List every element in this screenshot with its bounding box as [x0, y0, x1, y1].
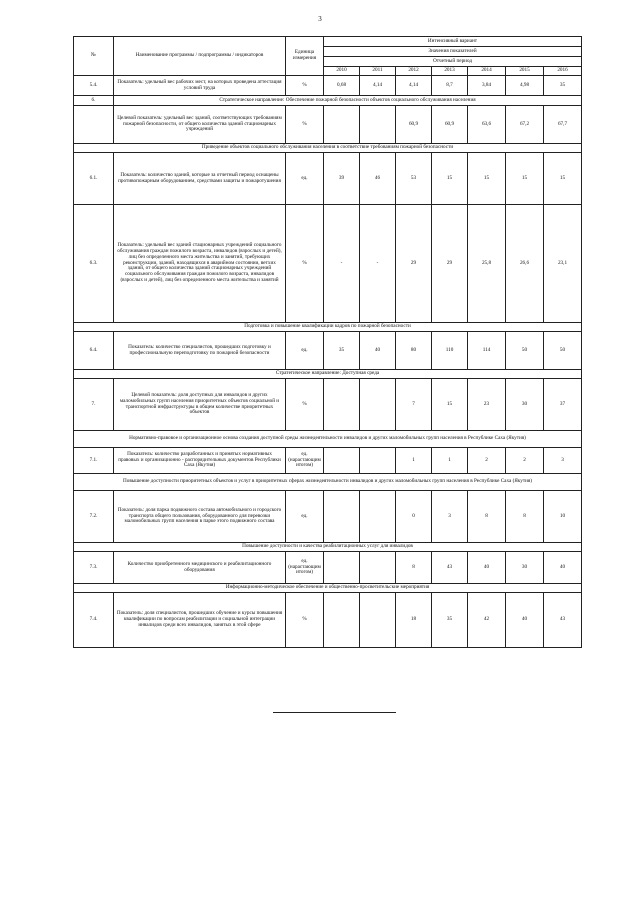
header-num: №: [74, 37, 114, 76]
value-cell: 0,68: [324, 76, 360, 96]
value-cell: 1: [432, 448, 468, 474]
indicator-name: Показатель: доля специалистов, прошедших обучение и курсы повышения квалификации по вопросам реабилитации и социальной интеграции инвалидов среди всех инвалидов, занятых в этой сфере: [114, 593, 286, 648]
value-cell: 15: [468, 153, 506, 205]
value-cell: 35: [544, 76, 582, 96]
section-row: [74, 144, 582, 153]
value-cell: 4,14: [360, 76, 396, 96]
unit-cell: %: [286, 76, 324, 96]
unit-cell: %: [286, 205, 324, 323]
header-year: 2013: [432, 67, 468, 76]
value-cell: [360, 491, 396, 543]
value-cell: 25,8: [468, 205, 506, 323]
value-cell: 0: [396, 491, 432, 543]
value-cell: 26,6: [506, 205, 544, 323]
value-cell: 80: [396, 332, 432, 370]
value-cell: 43: [544, 593, 582, 648]
header-year: 2012: [396, 67, 432, 76]
value-cell: 42: [468, 593, 506, 648]
value-cell: 67,2: [506, 106, 544, 144]
header-unit: Единица измерения: [286, 37, 324, 76]
row-number: 6.3.: [74, 205, 114, 323]
value-cell: 3: [544, 448, 582, 474]
value-cell: 35: [432, 593, 468, 648]
value-cell: 46: [360, 153, 396, 205]
value-cell: 40: [468, 552, 506, 584]
unit-cell: %: [286, 106, 324, 144]
section-row: [74, 543, 582, 552]
header-year: 2015: [506, 67, 544, 76]
value-cell: 15: [432, 379, 468, 431]
section-title: Приведение объектов социального обслуживания населения в соответствие требованиям пожарной безопасности: [74, 144, 582, 153]
value-cell: 23: [468, 379, 506, 431]
header-year: 2011: [360, 67, 396, 76]
value-cell: [324, 491, 360, 543]
row-number: 6.4.: [74, 332, 114, 370]
value-cell: 37: [544, 379, 582, 431]
table-row: [74, 106, 582, 144]
value-cell: 8: [506, 491, 544, 543]
indicator-name: Целевой показатель: удельный вес зданий, соответствующих требованиям пожарной безопасности, от общего количества зданий стационарных учреждений: [114, 106, 286, 144]
indicators-table: [73, 36, 582, 648]
table-row: [74, 593, 582, 648]
unit-cell: %: [286, 379, 324, 431]
indicator-name: Показатель: количество разработанных и принятых нормативных правовых и организационно - распорядительных документов Республики Саха (Якутия): [114, 448, 286, 474]
table-row: [74, 448, 582, 474]
section-title: Подготовка и повышение квалификации кадров по пожарной безопасности: [74, 323, 582, 332]
value-cell: 43: [432, 552, 468, 584]
header-year: 2014: [468, 67, 506, 76]
row-number: 6.1.: [74, 153, 114, 205]
value-cell: 3: [432, 491, 468, 543]
section-title: Стратегическое направление: Обеспечение пожарной безопасности объектов социального обслуживания населения: [114, 96, 582, 106]
row-number: 5.4.: [74, 76, 114, 96]
value-cell: 30: [506, 379, 544, 431]
unit-cell: ед.: [286, 491, 324, 543]
value-cell: [360, 106, 396, 144]
table-row: [74, 205, 582, 323]
value-cell: 60,9: [396, 106, 432, 144]
value-cell: 4,98: [506, 76, 544, 96]
header-values: Значения показателей: [324, 47, 582, 57]
unit-cell: ед. (нарастающим итогом): [286, 552, 324, 584]
table-row: [74, 153, 582, 205]
section-row: [74, 474, 582, 491]
header-period: Отчетный период: [324, 57, 582, 67]
value-cell: 60,9: [432, 106, 468, 144]
section-title: Информационно-методическое обеспечение и общественно-просветительские мероприятия: [74, 584, 582, 593]
section-row: [74, 96, 582, 106]
value-cell: 67,7: [544, 106, 582, 144]
value-cell: 39: [324, 153, 360, 205]
value-cell: 8: [396, 552, 432, 584]
table-row: [74, 76, 582, 96]
value-cell: 110: [432, 332, 468, 370]
value-cell: [360, 552, 396, 584]
value-cell: 30: [506, 552, 544, 584]
header-year: 2010: [324, 67, 360, 76]
value-cell: [324, 552, 360, 584]
value-cell: [324, 106, 360, 144]
page-number: 3: [318, 15, 322, 23]
unit-cell: %: [286, 593, 324, 648]
section-row: [74, 584, 582, 593]
value-cell: [324, 593, 360, 648]
value-cell: 15: [506, 153, 544, 205]
section-row: [74, 370, 582, 379]
indicator-name: Показатель: удельный вес зданий стационарных учреждений социального обслуживания граждан пожилого возраста, инвалидов (взрослых и детей), лиц без определенного места жительства и занятий, требующих реконструкции, зданий, находящихся в аварийном состоянии, ветхих зданий, от общего количества зданий стационарных учреждений социального обслуживания граждан пожилого возраста, инвалидов (взрослых и детей), лиц без определенного места жительства и занятий: [114, 205, 286, 323]
value-cell: 8: [468, 491, 506, 543]
indicator-name: Показатель: удельный вес рабочих мест, на которых проведена аттестация условий труда: [114, 76, 286, 96]
indicator-name: Показатель: количество зданий, которые за отчетный период оснащены противопожарным оборудованием, средствами защиты и пожаротушения: [114, 153, 286, 205]
closing-rule: [273, 712, 396, 713]
value-cell: 15: [544, 153, 582, 205]
value-cell: 4,14: [396, 76, 432, 96]
indicator-name: Количество приобретенного медицинского и реабилитационного оборудования: [114, 552, 286, 584]
table-row: [74, 379, 582, 431]
value-cell: 50: [506, 332, 544, 370]
value-cell: 2: [468, 448, 506, 474]
value-cell: 40: [360, 332, 396, 370]
value-cell: 10: [544, 491, 582, 543]
header-variant: Интенсивный вариант: [324, 37, 582, 47]
value-cell: [324, 379, 360, 431]
value-cell: 35: [324, 332, 360, 370]
table-row: [74, 332, 582, 370]
section-row: [74, 323, 582, 332]
value-cell: [360, 593, 396, 648]
value-cell: -: [360, 205, 396, 323]
value-cell: 50: [544, 332, 582, 370]
value-cell: [360, 448, 396, 474]
table-row: [74, 491, 582, 543]
value-cell: 1: [396, 448, 432, 474]
section-title: Повышение доступности и качества реабилитационных услуг для инвалидов: [74, 543, 582, 552]
value-cell: 23,1: [544, 205, 582, 323]
value-cell: 15: [432, 153, 468, 205]
row-number: 7.4.: [74, 593, 114, 648]
indicator-name: Показатель: доля парка подвижного состава автомобильного и городского транспорта общего пользования, оборудованного для перевозки маломобильных групп населения в парке этого подвижного состава: [114, 491, 286, 543]
unit-cell: ед.: [286, 153, 324, 205]
value-cell: 40: [544, 552, 582, 584]
section-title: Нормативно-правовое и организационное основа создания доступной среды жизнедеятельности инвалидов и других маломобильных групп населения в Республике Саха (Якутия): [74, 431, 582, 448]
section-title: Повышение доступности приоритетных объектов и услуг в приоритетных сферах жизнедеятельности инвалидов и других маломобильных групп населения в Республике Саха (Якутия): [74, 474, 582, 491]
value-cell: 29: [396, 205, 432, 323]
indicator-name: Показатель: количество специалистов, прошедших подготовку и профессиональную переподготовку по пожарной безопасности: [114, 332, 286, 370]
value-cell: 3,84: [468, 76, 506, 96]
unit-cell: ед.: [286, 332, 324, 370]
row-number: [74, 106, 114, 144]
value-cell: 18: [396, 593, 432, 648]
header-year: 2016: [544, 67, 582, 76]
value-cell: 8,7: [432, 76, 468, 96]
value-cell: 7: [396, 379, 432, 431]
value-cell: 2: [506, 448, 544, 474]
row-number: 7.3.: [74, 552, 114, 584]
table-row: [74, 552, 582, 584]
value-cell: 114: [468, 332, 506, 370]
value-cell: 63,6: [468, 106, 506, 144]
value-cell: [360, 379, 396, 431]
row-number: 7.2.: [74, 491, 114, 543]
value-cell: 53: [396, 153, 432, 205]
section-title: Стратегическое направление: Доступная среда: [74, 370, 582, 379]
value-cell: 29: [432, 205, 468, 323]
row-number: 7.: [74, 379, 114, 431]
section-row: [74, 431, 582, 448]
value-cell: [324, 448, 360, 474]
row-number: 7.1.: [74, 448, 114, 474]
unit-cell: ед. (нарастающим итогом): [286, 448, 324, 474]
indicator-name: Целевой показатель: доля доступных для инвалидов и других маломобильных групп населения приоритетных объектов социальной и транспортной инфраструктуры в общем количестве приоритетных объектов: [114, 379, 286, 431]
header-name: Наименование программы / подпрограммы / индикаторов: [114, 37, 286, 76]
value-cell: -: [324, 205, 360, 323]
row-number: 6.: [74, 96, 114, 106]
value-cell: 40: [506, 593, 544, 648]
